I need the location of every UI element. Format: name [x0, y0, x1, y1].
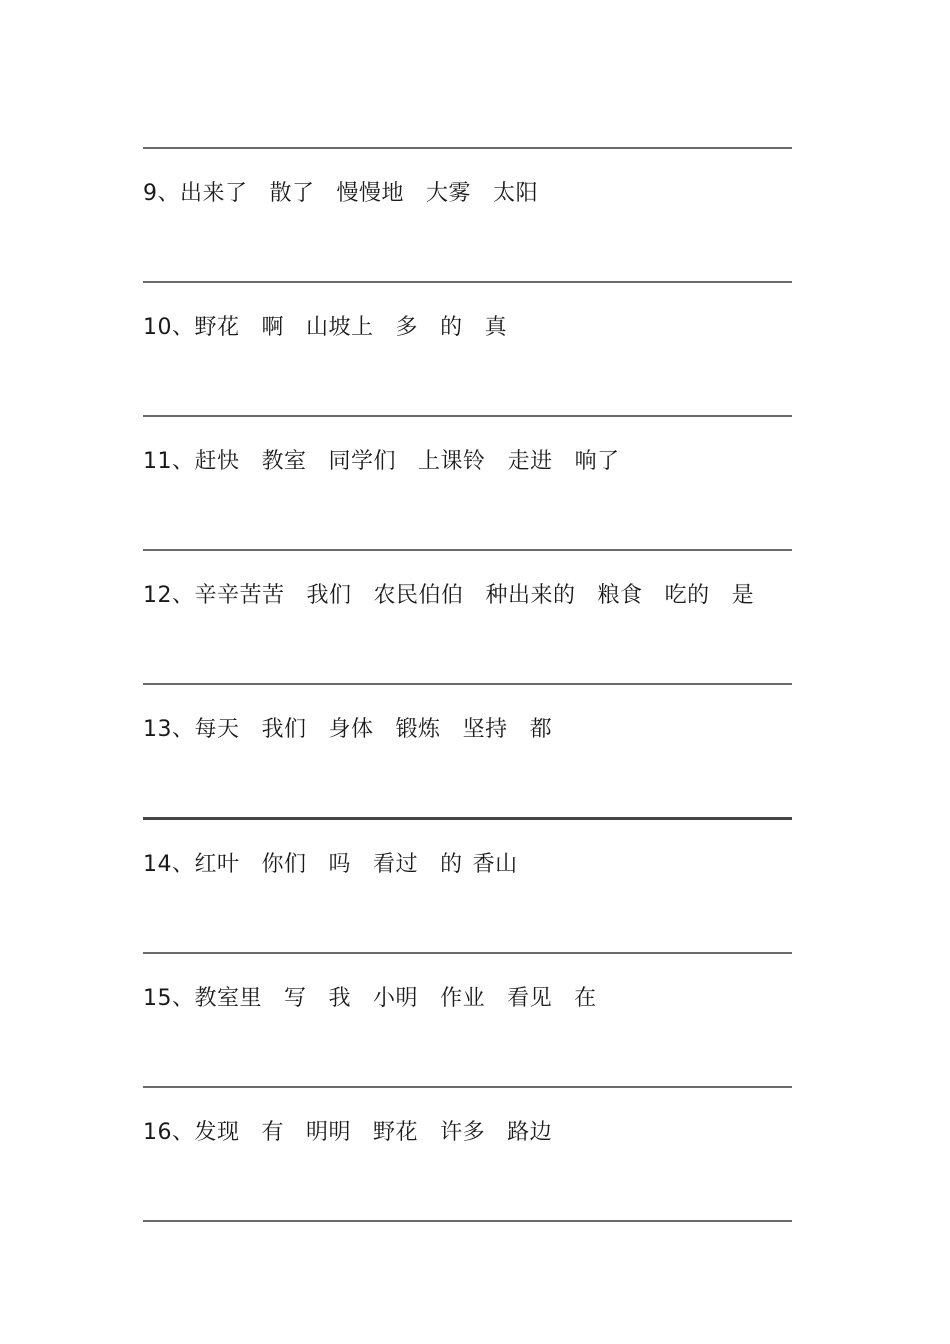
word-card: 香山	[472, 852, 518, 877]
word-card: 多	[395, 315, 419, 340]
word-card: 野花	[194, 315, 240, 340]
word-card: 教室里	[194, 986, 263, 1011]
word-card: 明明	[306, 1120, 352, 1145]
exercise-number: 16、	[143, 1120, 195, 1145]
word-card: 作业	[440, 986, 486, 1011]
word-card: 坚持	[462, 717, 508, 742]
word-card: 辛辛苦苦	[194, 583, 285, 608]
word-card: 有	[261, 1120, 285, 1145]
word-card: 上课铃	[418, 449, 486, 474]
exercise-number: 9、	[143, 181, 180, 206]
exercise-number: 15、	[143, 986, 195, 1011]
exercise-number: 10、	[143, 315, 195, 340]
word-card: 每天	[194, 717, 240, 742]
word-card: 种出来的	[485, 583, 576, 608]
word-card: 同学们	[328, 449, 397, 474]
exercise-prompt	[143, 984, 619, 1014]
word-card: 响了	[574, 449, 620, 474]
word-card: 是	[731, 583, 755, 608]
word-card: 出来了	[180, 181, 248, 206]
word-card: 散了	[269, 181, 315, 206]
word-card: 农民伯伯	[373, 583, 464, 608]
exercise-10	[143, 283, 792, 415]
exercise-14	[143, 820, 792, 952]
word-card: 都	[529, 717, 553, 742]
exercise-number: 13、	[143, 717, 195, 742]
word-card: 粮食	[597, 583, 643, 608]
exercise-prompt	[143, 313, 529, 343]
exercise-prompt	[143, 850, 540, 880]
exercise-number: 11、	[143, 449, 195, 474]
answer-line	[143, 1220, 792, 1222]
word-card: 的	[440, 315, 463, 340]
exercise-prompt	[143, 1118, 574, 1148]
word-card: 的	[440, 852, 463, 877]
word-card: 太阳	[493, 181, 539, 206]
word-card: 吃的	[664, 583, 710, 608]
exercise-13	[143, 685, 792, 817]
word-card: 慢慢地	[336, 181, 405, 206]
word-card: 身体	[328, 717, 374, 742]
word-ordering-worksheet	[143, 147, 792, 1222]
word-card: 小明	[373, 986, 419, 1011]
word-card: 许多	[440, 1120, 486, 1145]
exercise-number: 14、	[143, 852, 195, 877]
word-card: 我	[328, 986, 352, 1011]
word-card: 吗	[328, 852, 352, 877]
word-card: 野花	[373, 1120, 419, 1145]
word-card: 锻炼	[395, 717, 441, 742]
word-card: 你们	[261, 852, 307, 877]
exercise-prompt	[143, 715, 574, 745]
word-card: 啊	[261, 315, 285, 340]
word-card: 红叶	[194, 852, 240, 877]
word-card: 教室	[261, 449, 307, 474]
word-card: 真	[484, 315, 508, 340]
word-card: 赶快	[194, 449, 240, 474]
word-card: 大雾	[426, 181, 472, 206]
word-card: 走进	[507, 449, 553, 474]
exercise-16	[143, 1088, 792, 1220]
exercise-12	[143, 551, 792, 683]
word-card: 我们	[261, 717, 307, 742]
word-card: 我们	[306, 583, 352, 608]
exercise-prompt	[143, 581, 776, 611]
word-card: 在	[574, 986, 597, 1011]
word-card: 写	[284, 986, 307, 1011]
exercise-11	[143, 417, 792, 549]
word-card: 看见	[507, 986, 553, 1011]
word-card: 山坡上	[306, 315, 374, 340]
exercise-number: 12、	[143, 583, 195, 608]
word-card: 发现	[194, 1120, 240, 1145]
word-card: 路边	[507, 1120, 553, 1145]
exercise-9	[143, 149, 792, 281]
exercise-15	[143, 954, 792, 1086]
word-card: 看过	[373, 852, 419, 877]
exercise-prompt	[143, 447, 642, 477]
exercise-prompt	[143, 179, 560, 209]
